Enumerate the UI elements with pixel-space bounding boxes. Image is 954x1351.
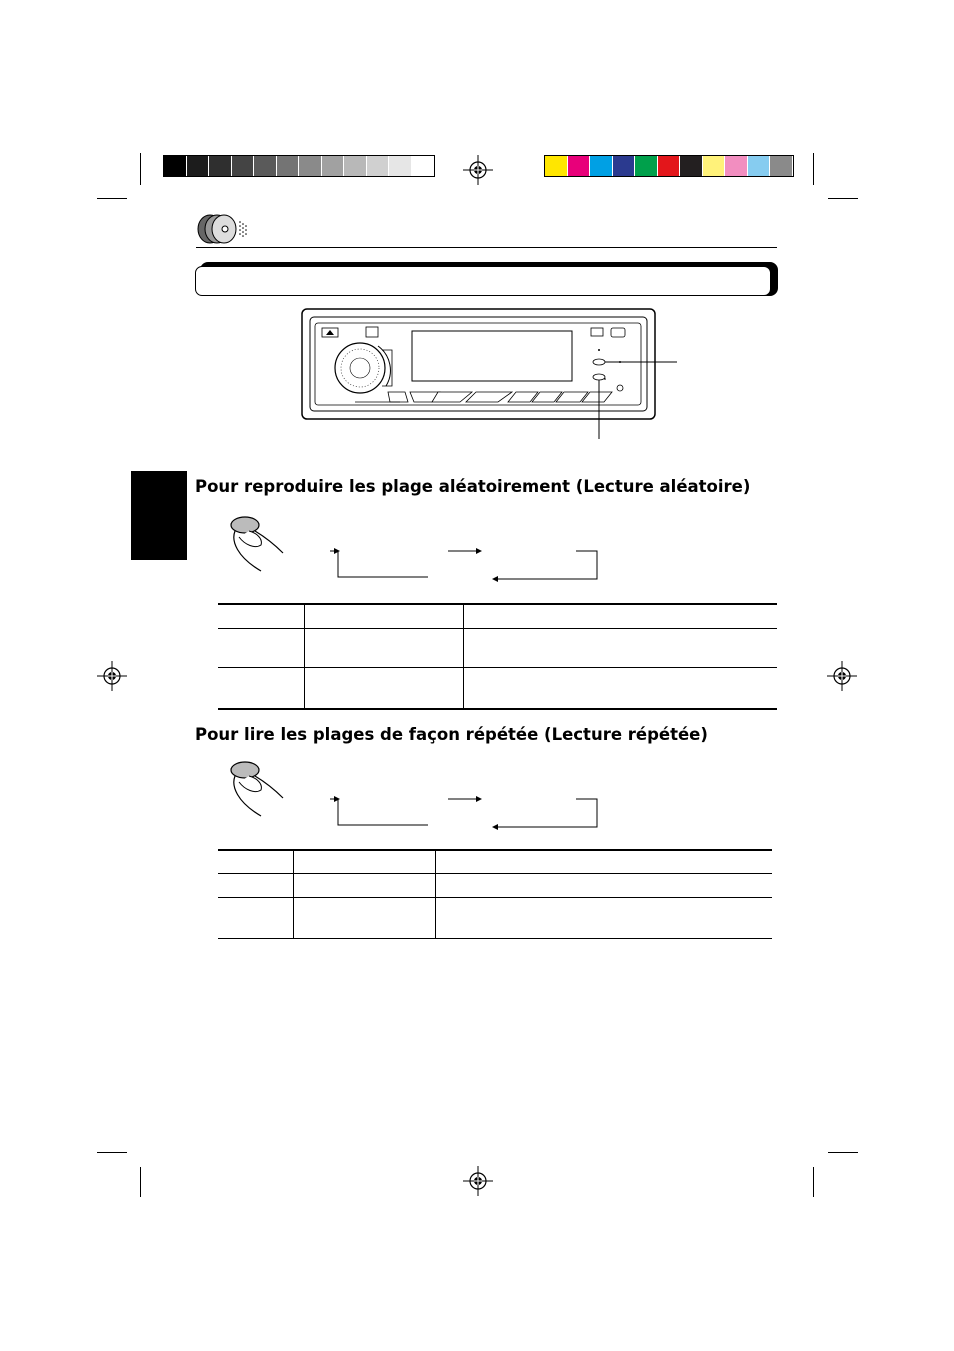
color-swatch bbox=[299, 156, 322, 176]
crop-mark bbox=[140, 153, 141, 185]
color-swatch bbox=[590, 156, 613, 176]
color-swatch bbox=[412, 156, 435, 176]
color-swatch bbox=[703, 156, 726, 176]
color-swatch bbox=[545, 156, 568, 176]
registration-target-right bbox=[827, 661, 857, 691]
color-swatch bbox=[389, 156, 412, 176]
grayscale-bar bbox=[163, 155, 435, 177]
color-swatch bbox=[568, 156, 591, 176]
color-swatch bbox=[658, 156, 681, 176]
color-swatch bbox=[367, 156, 390, 176]
registration-target-bottom bbox=[463, 1166, 493, 1196]
header-rule bbox=[196, 247, 777, 248]
color-swatch bbox=[187, 156, 210, 176]
crop-mark bbox=[97, 198, 127, 199]
color-swatch bbox=[635, 156, 658, 176]
crop-mark bbox=[813, 153, 814, 185]
color-bar bbox=[544, 155, 794, 177]
crop-mark bbox=[140, 1167, 141, 1197]
finger-press-icon bbox=[225, 760, 287, 818]
crop-mark bbox=[97, 1152, 127, 1153]
color-swatch bbox=[770, 156, 793, 176]
color-swatch bbox=[613, 156, 636, 176]
registration-target-left bbox=[97, 661, 127, 691]
section-heading-random: Pour reproduire les plage aléatoirement (Lecture aléatoire) bbox=[195, 477, 751, 496]
finger-press-icon bbox=[225, 515, 287, 573]
color-swatch bbox=[254, 156, 277, 176]
crop-mark bbox=[813, 1167, 814, 1197]
color-swatch bbox=[277, 156, 300, 176]
title-banner bbox=[195, 266, 771, 296]
crop-mark bbox=[828, 1152, 858, 1153]
color-swatch bbox=[209, 156, 232, 176]
registration-target-top bbox=[463, 155, 493, 185]
crop-mark bbox=[828, 198, 858, 199]
cd-discs-icon bbox=[196, 212, 252, 246]
color-swatch bbox=[164, 156, 187, 176]
cycle-diagram-random bbox=[330, 543, 602, 585]
color-swatch bbox=[748, 156, 771, 176]
color-swatch bbox=[725, 156, 748, 176]
section-heading-repeat: Pour lire les plages de façon répétée (Lecture répétée) bbox=[195, 725, 708, 744]
color-swatch bbox=[680, 156, 703, 176]
color-swatch bbox=[344, 156, 367, 176]
cycle-diagram-repeat bbox=[330, 791, 602, 833]
side-tab bbox=[131, 471, 187, 560]
color-swatch bbox=[232, 156, 255, 176]
car-stereo-illustration bbox=[300, 306, 690, 441]
color-swatch bbox=[322, 156, 345, 176]
